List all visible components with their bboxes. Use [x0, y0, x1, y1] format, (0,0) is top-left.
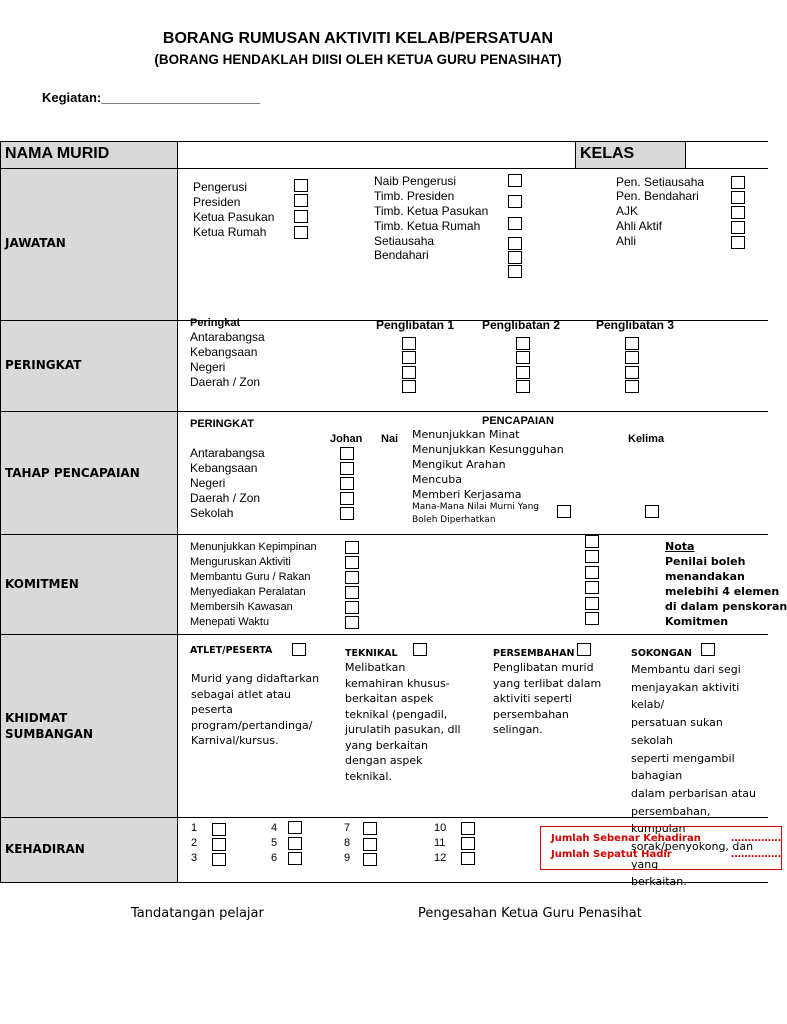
- tandatangan-pelajar: Tandatangan pelajar: [131, 906, 264, 921]
- option-label: Ketua Rumah: [193, 225, 267, 239]
- option-label: AJK: [616, 204, 639, 218]
- komitmen-item: Menguruskan Aktiviti: [190, 556, 291, 568]
- option-label: Bendahari: [374, 248, 429, 262]
- checkbox[interactable]: [340, 492, 354, 505]
- jumlah-sepatut-label: Jumlah Sepatut Hadir: [551, 849, 672, 860]
- level-label: Daerah / Zon: [190, 375, 261, 389]
- level-label: Kebangsaan: [190, 461, 258, 475]
- checkbox[interactable]: [508, 195, 522, 208]
- komitmen-item: Menunjukkan Kepimpinan: [190, 541, 317, 553]
- kelas-input[interactable]: [686, 142, 768, 168]
- criteria-label: Boleh Diperhatkan: [412, 515, 496, 525]
- checkbox[interactable]: [212, 853, 226, 866]
- session-number: 8: [344, 837, 351, 849]
- checkbox[interactable]: [585, 550, 599, 563]
- form-subtitle: (BORANG HENDAKLAH DIISI OLEH KETUA GURU PENASIHAT): [154, 52, 562, 67]
- checkbox[interactable]: [508, 265, 522, 278]
- checkbox[interactable]: [625, 380, 639, 393]
- level-label: Antarabangsa: [190, 446, 265, 460]
- label-column: [0, 141, 177, 883]
- peringkat-heading: Peringkat: [190, 317, 241, 329]
- session-number: 7: [344, 822, 351, 834]
- komitmen-item: Membantu Guru / Rakan: [190, 571, 311, 583]
- penglibatan-3-heading: Penglibatan 3: [596, 318, 675, 332]
- option-label: Timb. Presiden: [374, 189, 455, 203]
- checkbox[interactable]: [645, 505, 659, 518]
- checkbox[interactable]: [292, 643, 306, 656]
- jumlah-sebenar-dots[interactable]: ……………: [731, 833, 781, 844]
- checkbox[interactable]: [402, 351, 416, 364]
- teknikal-description: Melibatkan kemahiran khusus- berkaitan aspek teknikal (pengadil, jurulatih pasukan, dll yang berkaitan dengan aspek teknikal.: [345, 661, 461, 783]
- checkbox[interactable]: [340, 447, 354, 460]
- checkbox[interactable]: [345, 571, 359, 584]
- nota-line: Komitmen: [665, 615, 729, 628]
- criteria-label: Mana-Mana Nilai Murni Yang: [412, 502, 539, 512]
- penglibatan-1-heading: Penglibatan 1: [376, 318, 455, 332]
- checkbox[interactable]: [461, 837, 475, 850]
- checkbox[interactable]: [461, 822, 475, 835]
- option-label: Naib Pengerusi: [374, 174, 457, 188]
- checkbox[interactable]: [345, 601, 359, 614]
- checkbox[interactable]: [345, 586, 359, 599]
- checkbox[interactable]: [516, 366, 530, 379]
- criteria-label: Memberi Kerjasama: [412, 488, 522, 501]
- checkbox[interactable]: [585, 581, 599, 594]
- checkbox[interactable]: [363, 853, 377, 866]
- penglibatan-2-heading: Penglibatan 2: [482, 318, 561, 332]
- checkbox[interactable]: [461, 852, 475, 865]
- persembahan-description: Penglibatan murid yang terlibat dalam aktiviti seperti persembahan selingan.: [493, 661, 602, 736]
- checkbox[interactable]: [340, 462, 354, 475]
- option-label: Setiausaha: [374, 234, 435, 248]
- checkbox[interactable]: [731, 191, 745, 204]
- level-label: Negeri: [190, 360, 226, 374]
- checkbox[interactable]: [508, 217, 522, 230]
- option-label: Timb. Ketua Rumah: [374, 219, 481, 233]
- level-label: Sekolah: [190, 506, 234, 520]
- nota-title: Nota: [665, 540, 695, 553]
- checkbox[interactable]: [516, 337, 530, 350]
- level-label: Negeri: [190, 476, 226, 490]
- teknikal-title: TEKNIKAL: [345, 648, 398, 659]
- pencapaian-heading-clip: [482, 412, 562, 427]
- kehadiran-label: KEHADIRAN: [5, 842, 85, 856]
- nota-line: Penilai boleh: [665, 555, 746, 568]
- option-label: Ketua Pasukan: [193, 210, 275, 224]
- checkbox[interactable]: [508, 237, 522, 250]
- checkbox[interactable]: [294, 210, 308, 223]
- session-number: 3: [191, 852, 198, 864]
- option-label: Presiden: [193, 195, 241, 209]
- checkbox[interactable]: [402, 366, 416, 379]
- naib-heading: Nai: [381, 433, 399, 445]
- sumbangan-label: SUMBANGAN: [5, 727, 93, 741]
- checkbox[interactable]: [625, 351, 639, 364]
- pencapaian-heading: PENCAPAIAN: [482, 415, 554, 427]
- checkbox[interactable]: [731, 176, 745, 189]
- kegiatan-field[interactable]: Kegiatan:______________________: [42, 90, 261, 105]
- persembahan-title: PERSEMBAHAN: [493, 648, 575, 659]
- checkbox[interactable]: [402, 380, 416, 393]
- checkbox[interactable]: [345, 616, 359, 629]
- nota-line: melebihi 4 elemen: [665, 585, 780, 598]
- tahap-peringkat-heading: PERINGKAT: [190, 418, 254, 430]
- kelima-heading: Kelima: [628, 433, 665, 445]
- checkbox[interactable]: [363, 822, 377, 835]
- checkbox[interactable]: [288, 837, 302, 850]
- option-label: Ahli: [616, 234, 637, 248]
- checkbox[interactable]: [585, 612, 599, 625]
- checkbox[interactable]: [340, 477, 354, 490]
- session-number: 2: [191, 837, 198, 849]
- sokongan-title: SOKONGAN: [631, 648, 692, 659]
- option-label: Ahli Aktif: [616, 219, 663, 233]
- checkbox[interactable]: [345, 556, 359, 569]
- checkbox[interactable]: [294, 226, 308, 239]
- checkbox[interactable]: [288, 821, 302, 834]
- atlet-description: Murid yang didaftarkan sebagai atlet atau peserta program/pertandinga/ Karnival/kursus.: [191, 672, 320, 747]
- komitmen-label: KOMITMEN: [5, 577, 79, 591]
- session-number: 5: [271, 837, 278, 849]
- checkbox[interactable]: [363, 838, 377, 851]
- checkbox[interactable]: [516, 380, 530, 393]
- nota-line: menandakan: [665, 570, 745, 583]
- jawatan-label: JAWATAN: [5, 236, 66, 250]
- pengesahan-guru: Pengesahan Ketua Guru Penasihat: [418, 906, 642, 921]
- session-number: 10: [434, 822, 447, 834]
- khidmat-label: KHIDMAT: [5, 711, 68, 725]
- sokongan-description: Membantu dari segi menjayakan aktiviti kelab/ persatuan sukan sekolah seperti mengambil bahagian dalam perbarisan atau persembahan, kumpulan sorak/penyokong, dan yang berkaitan.: [631, 663, 757, 889]
- atlet-title: ATLET/PESERTA: [190, 645, 273, 656]
- jumlah-box: [540, 826, 782, 870]
- level-label: Kebangsaan: [190, 345, 258, 359]
- checkbox[interactable]: [294, 194, 308, 207]
- level-label: Antarabangsa: [190, 330, 265, 344]
- tahap-label: TAHAP PENCAPAIAN: [5, 466, 140, 480]
- nama-murid-input[interactable]: [178, 142, 574, 168]
- checkbox[interactable]: [402, 337, 416, 350]
- checkbox[interactable]: [413, 643, 427, 656]
- session-number: 11: [434, 837, 446, 849]
- nama-murid-label: NAMA MURID: [5, 145, 110, 162]
- checkbox[interactable]: [625, 366, 639, 379]
- checkbox[interactable]: [585, 535, 599, 548]
- nota-line: di dalam penskoran: [665, 600, 787, 613]
- option-label: Pengerusi: [193, 180, 248, 194]
- checkbox[interactable]: [288, 852, 302, 865]
- option-label: Timb. Ketua Pasukan: [374, 204, 489, 218]
- checkbox[interactable]: [701, 643, 715, 656]
- checkbox[interactable]: [577, 643, 591, 656]
- kelas-label: KELAS: [580, 145, 635, 162]
- checkbox[interactable]: [585, 566, 599, 579]
- option-label: Pen. Bendahari: [616, 189, 699, 203]
- checkbox[interactable]: [508, 174, 522, 187]
- checkbox[interactable]: [585, 597, 599, 610]
- komitmen-item: Membersih Kawasan: [190, 601, 293, 613]
- checkbox[interactable]: [625, 337, 639, 350]
- checkbox[interactable]: [516, 351, 530, 364]
- session-number: 1: [191, 822, 198, 834]
- level-label: Daerah / Zon: [190, 491, 261, 505]
- checkbox[interactable]: [557, 505, 571, 518]
- jumlah-sepatut-dots[interactable]: ……………: [731, 849, 781, 860]
- criteria-label: Menunjukkan Kesungguhan: [412, 443, 564, 456]
- option-label: Pen. Setiausaha: [616, 175, 705, 189]
- criteria-label: Mengikut Arahan: [412, 458, 506, 471]
- checkbox[interactable]: [212, 823, 226, 836]
- checkbox[interactable]: [212, 838, 226, 851]
- form-title: BORANG RUMUSAN AKTIVITI KELAB/PERSATUAN: [162, 30, 554, 47]
- checkbox[interactable]: [294, 179, 308, 192]
- komitmen-item: Menyediakan Peralatan: [190, 586, 306, 598]
- checkbox[interactable]: [345, 541, 359, 554]
- jumlah-sebenar-label: Jumlah Sebenar Kehadiran: [551, 833, 701, 844]
- johan-heading: Johan: [330, 433, 363, 445]
- criteria-label: Mencuba: [412, 473, 462, 486]
- checkbox[interactable]: [340, 507, 354, 520]
- checkbox[interactable]: [508, 251, 522, 264]
- session-number: 6: [271, 852, 278, 864]
- peringkat-label: PERINGKAT: [5, 358, 82, 372]
- komitmen-item: Menepati Waktu: [190, 616, 270, 628]
- checkbox[interactable]: [731, 236, 745, 249]
- checkbox[interactable]: [731, 206, 745, 219]
- session-number: 4: [271, 822, 278, 834]
- checkbox[interactable]: [731, 221, 745, 234]
- session-number: 12: [434, 852, 447, 864]
- session-number: 9: [344, 852, 351, 864]
- criteria-label: Menunjukkan Minat: [412, 428, 520, 441]
